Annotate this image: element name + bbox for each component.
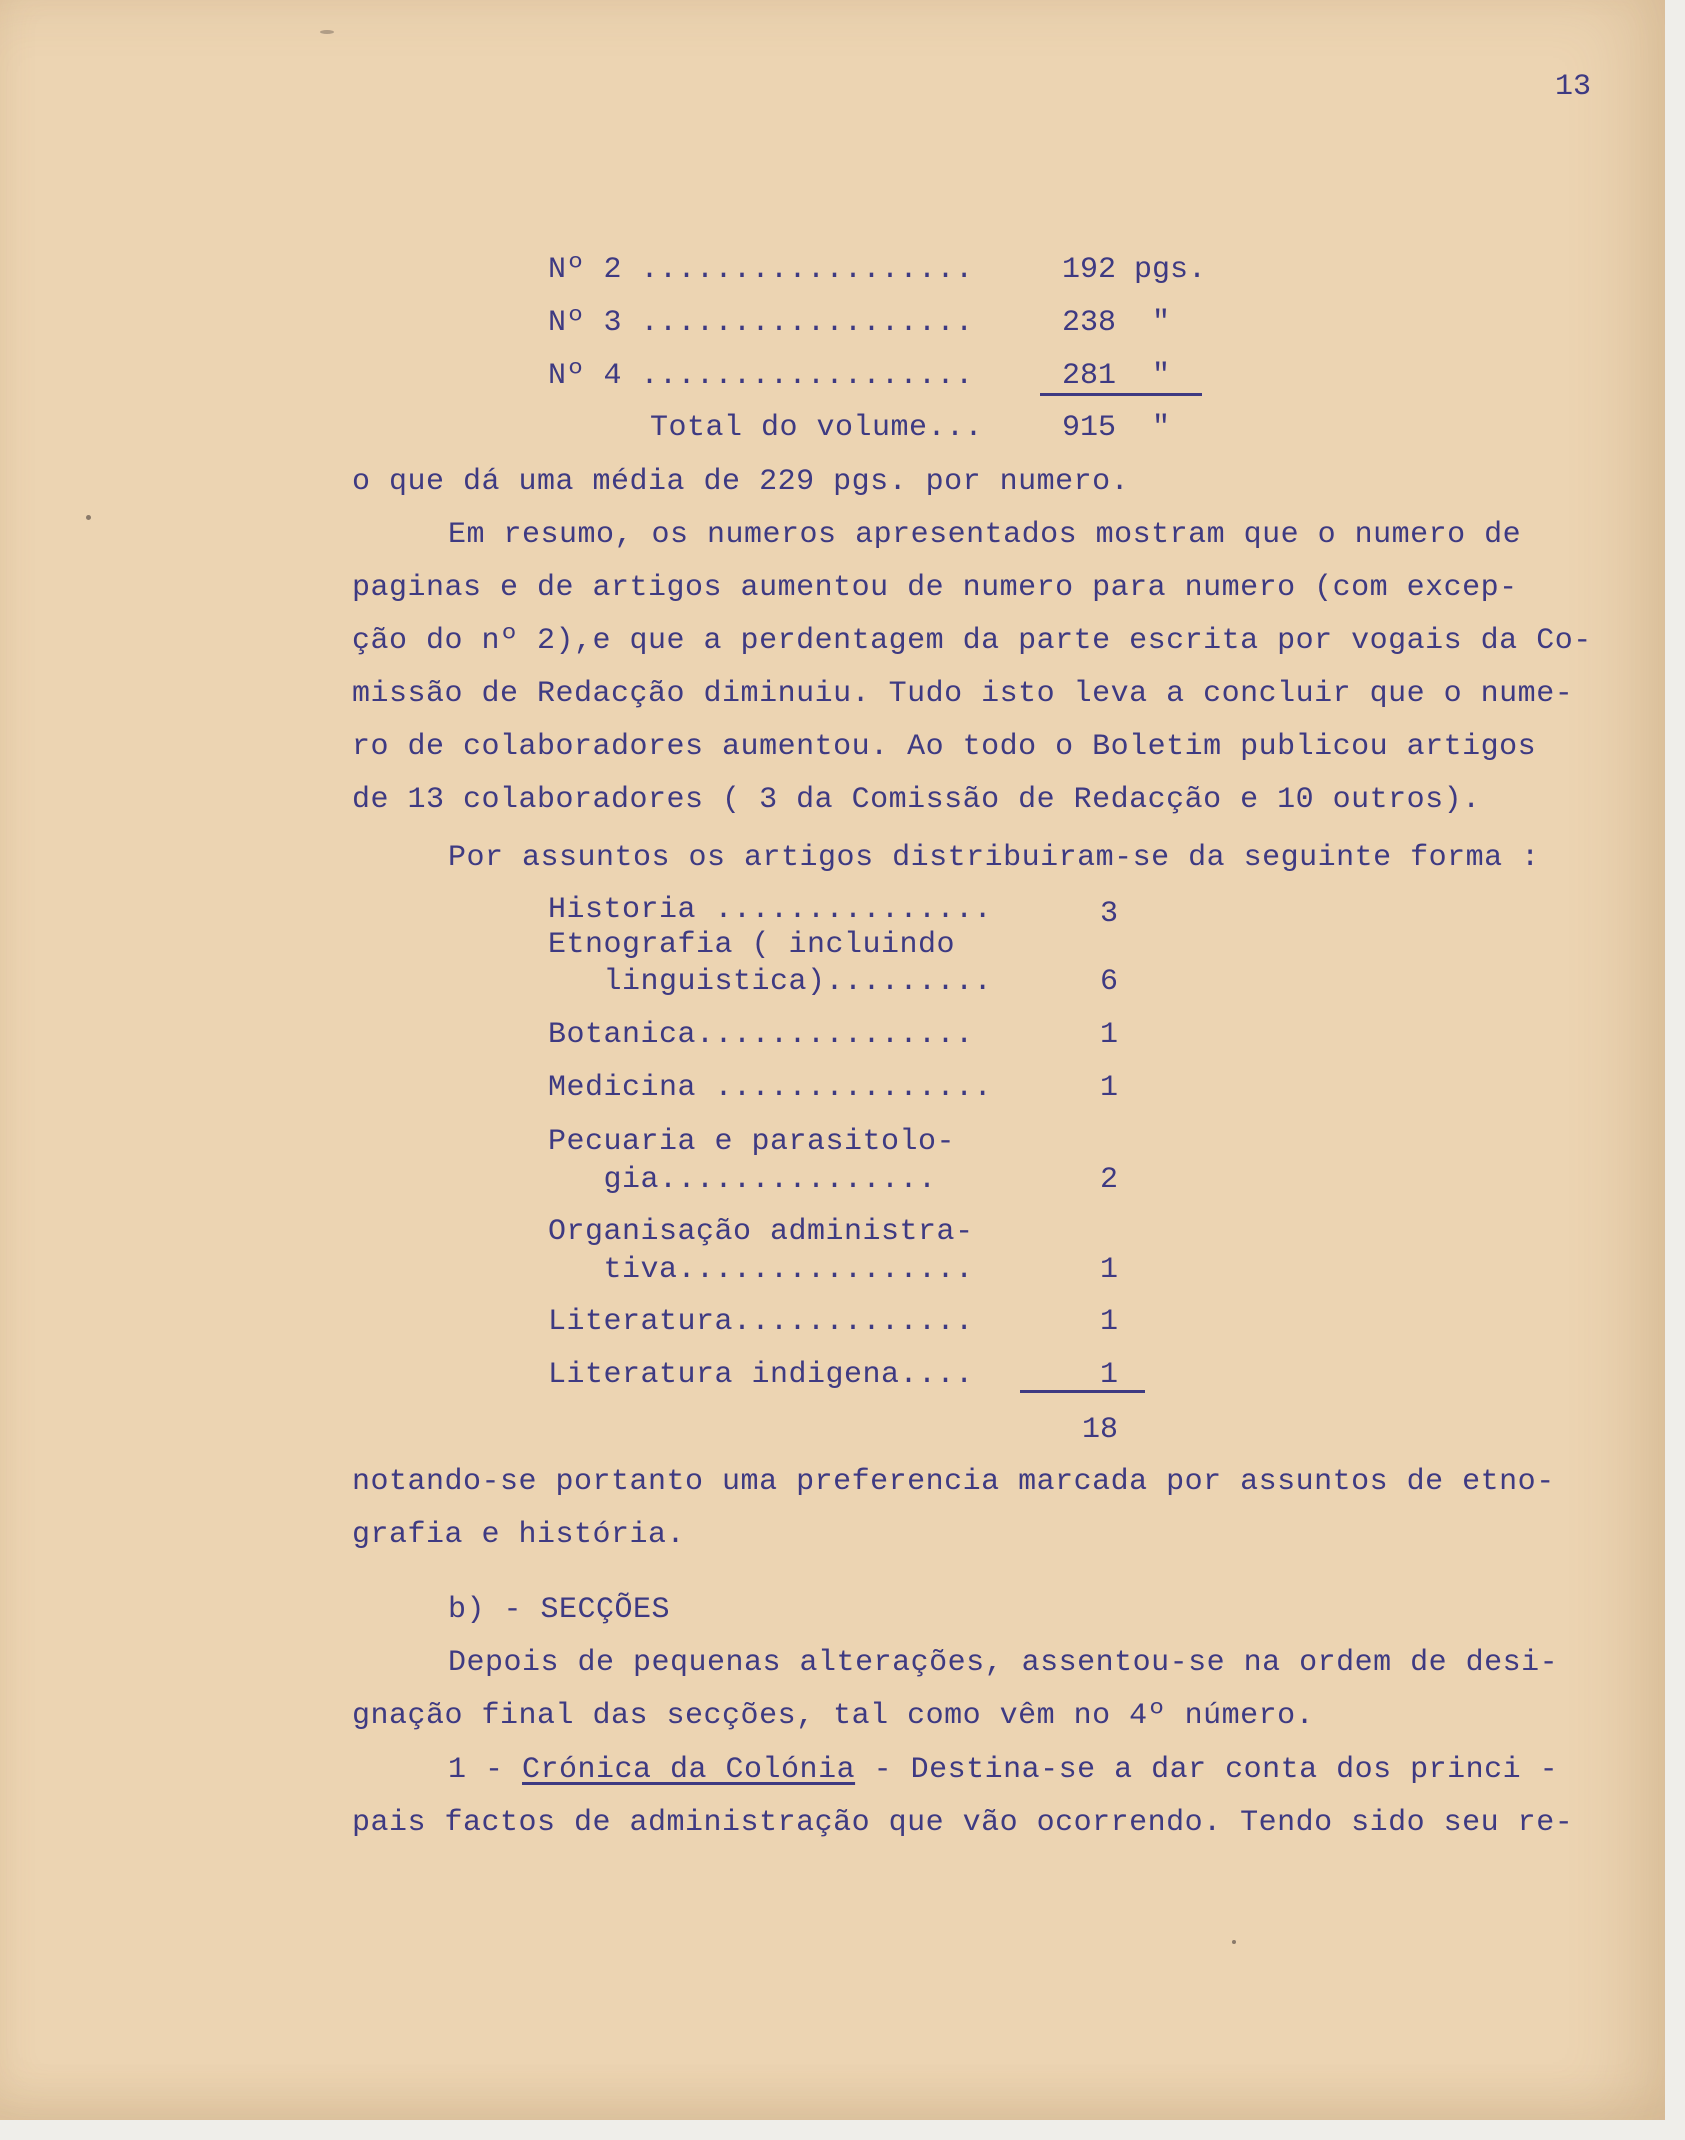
cronica-line-1 xyxy=(448,1750,1558,1790)
paper-speck xyxy=(86,515,91,520)
subjects-sum-rule xyxy=(1020,1390,1145,1393)
subject-botanica: Botanica............... xyxy=(548,1018,974,1052)
subject-literatura-indigena: Literatura indigena.... xyxy=(548,1358,974,1392)
cronica-line-2: pais factos de administração que vão ocorrendo. Tendo sido seu re- xyxy=(352,1806,1574,1840)
subject-organisacao-line1: Organisação administra- xyxy=(548,1215,974,1249)
cronica-prefix: 1 - xyxy=(448,1753,523,1787)
subject-literatura-count: 1 xyxy=(1100,1305,1119,1339)
summary-line-5: ro de colaboradores aumentou. Ao todo o Boletim publicou artigos xyxy=(352,730,1537,764)
summary-line-6: de 13 colaboradores ( 3 da Comissão de Redacção e 10 outros). xyxy=(352,783,1481,817)
section-line-1: Depois de pequenas alterações, assentou-se na ordem de desi- xyxy=(448,1646,1559,1680)
volume-total-value: 915 " xyxy=(1062,411,1171,445)
subject-medicina: Medicina ............... xyxy=(548,1071,993,1105)
section-heading: b) - SECÇÕES xyxy=(448,1593,671,1627)
subject-etnografia-count: 6 xyxy=(1100,965,1119,999)
subject-etnografia-line2: linguistica)......... xyxy=(548,965,993,999)
summary-line-4: missão de Redacção diminuiu. Tudo isto leva a concluir que o nume- xyxy=(352,677,1574,711)
summary-line-1: Em resumo, os numeros apresentados mostram que o numero de xyxy=(448,518,1522,552)
subject-medicina-count: 1 xyxy=(1100,1071,1119,1105)
subject-botanica-count: 1 xyxy=(1100,1018,1119,1052)
volume-row-3-value: 238 " xyxy=(1062,306,1171,340)
paper-speck xyxy=(1232,1940,1236,1944)
subject-organisacao-count: 1 xyxy=(1100,1253,1119,1287)
volume-row-2-label: Nº 2 .................. xyxy=(548,253,974,287)
subject-etnografia-line1: Etnografia ( incluindo xyxy=(548,928,956,962)
preference-line-1: notando-se portanto uma preferencia marcada por assuntos de etno- xyxy=(352,1465,1555,1499)
volume-row-2-value: 192 pgs. xyxy=(1062,253,1207,287)
subject-historia-count: 3 xyxy=(1100,897,1119,931)
volume-total-label: Total do volume... xyxy=(650,411,984,445)
volume-row-3-label: Nº 3 .................. xyxy=(548,306,974,340)
volume-row-4-label: Nº 4 .................. xyxy=(548,359,974,393)
cronica-rest: - Destina-se a dar conta dos princi - xyxy=(855,1753,1559,1787)
volume-sum-rule xyxy=(1040,393,1202,396)
subject-pecuaria-line2: gia............... xyxy=(548,1163,937,1197)
summary-line-2: paginas e de artigos aumentou de numero para numero (com excep- xyxy=(352,571,1518,605)
subject-historia: Historia ............... xyxy=(548,893,993,927)
subject-literatura: Literatura............. xyxy=(548,1305,974,1339)
preference-line-2: grafia e história. xyxy=(352,1518,686,1552)
cronica-title: Crónica da Colónia xyxy=(522,1753,856,1787)
average-line: o que dá uma média de 229 pgs. por numero. xyxy=(352,465,1130,499)
summary-line-3: ção do nº 2),e que a perdentagem da parte escrita por vogais da Co- xyxy=(352,624,1592,658)
subject-organisacao-line2: tiva................ xyxy=(548,1253,974,1287)
page-number: 13 xyxy=(1555,70,1592,104)
section-line-2: gnação final das secções, tal como vêm no 4º número. xyxy=(352,1699,1315,1733)
subject-pecuaria-count: 2 xyxy=(1100,1163,1119,1197)
subject-pecuaria-line1: Pecuaria e parasitolo- xyxy=(548,1125,956,1159)
paper-speck xyxy=(320,30,334,34)
subjects-intro: Por assuntos os artigos distribuiram-se da seguinte forma : xyxy=(448,841,1540,875)
subject-literatura-indigena-count: 1 xyxy=(1100,1358,1119,1392)
subjects-total: 18 xyxy=(1082,1413,1119,1447)
volume-row-4-value: 281 " xyxy=(1062,359,1171,393)
